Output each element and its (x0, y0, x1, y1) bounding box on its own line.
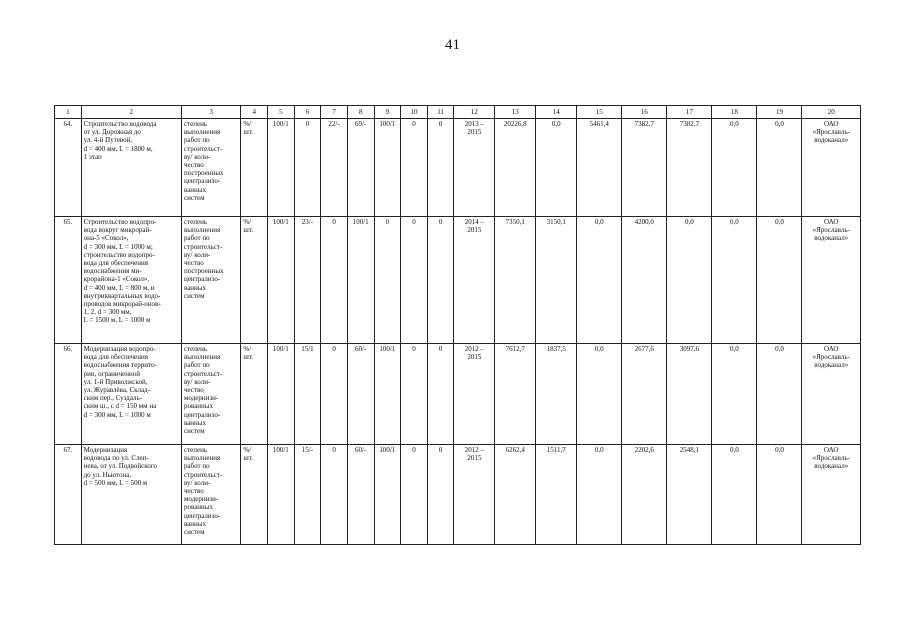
column-header: 4 (241, 106, 268, 119)
indicator-name: степень выполнения работ по строительст- ву/ коли- чество модернизи- рованных централизо- ванных систем (181, 445, 240, 545)
unit: %/ шт. (241, 445, 268, 545)
table-cell: 0 (374, 217, 401, 344)
table-cell: 100/1 (268, 217, 295, 344)
period: 2014 – 2015 (454, 217, 495, 344)
column-header: 11 (427, 106, 454, 119)
project-name: Модернизация водопро- вода для обеспечения водоснабжения террито- рии, ограниченной ул. 1-й Приволжской, ул. Журавлёва, Склад- ским пер., Суздаль- ским ш., с d = 150 мм на d = 300 мм, L = 1000 м (81, 344, 181, 445)
table-cell: 69/- (347, 119, 374, 217)
executor: ОАО «Ярославль- водоканал» (802, 445, 861, 545)
page-number: 41 (445, 37, 460, 53)
table-cell: 100/1 (374, 119, 401, 217)
column-header: 14 (536, 106, 577, 119)
table-cell: 100/1 (268, 344, 295, 445)
table-cell: 0 (401, 119, 428, 217)
column-header: 20 (802, 106, 861, 119)
amount-cell: 0,0 (577, 344, 622, 445)
unit: %/ шт. (241, 344, 268, 445)
unit: %/ шт. (241, 217, 268, 344)
column-header: 3 (181, 106, 240, 119)
amount-cell: 20226,8 (495, 119, 536, 217)
amount-cell: 6262,4 (495, 445, 536, 545)
amount-cell: 2677,6 (622, 344, 667, 445)
table-cell: 15/- (294, 445, 321, 545)
amount-cell: 7382,7 (667, 119, 712, 217)
row-number: 65. (55, 217, 82, 344)
period: 2013 – 2015 (454, 119, 495, 217)
amount-cell: 0,0 (757, 344, 802, 445)
amount-cell: 0,0 (757, 119, 802, 217)
executor: ОАО «Ярославль- водоканал» (802, 119, 861, 217)
column-header: 10 (401, 106, 428, 119)
column-header: 16 (622, 106, 667, 119)
column-header: 7 (321, 106, 348, 119)
executor: ОАО «Ярославль- водоканал» (802, 344, 861, 445)
period: 2012 – 2015 (454, 344, 495, 445)
table-cell: 0 (427, 344, 454, 445)
amount-cell: 7350,1 (495, 217, 536, 344)
table-cell: 23/- (294, 217, 321, 344)
table-cell: 0 (427, 217, 454, 344)
amount-cell: 0,0 (712, 445, 757, 545)
executor: ОАО «Ярославль- водоканал» (802, 217, 861, 344)
amount-cell: 7382,7 (622, 119, 667, 217)
row-number: 66. (55, 344, 82, 445)
amount-cell: 0,0 (757, 445, 802, 545)
table-cell: 15/1 (294, 344, 321, 445)
amount-cell: 7612,7 (495, 344, 536, 445)
column-header: 13 (495, 106, 536, 119)
amount-cell: 2202,6 (622, 445, 667, 545)
amount-cell: 0,0 (712, 217, 757, 344)
indicator-name: степень выполнения работ по строительст- ву/ коли- чество построенных централизо- ванных систем (181, 217, 240, 344)
amount-cell: 3150,1 (536, 217, 577, 344)
indicator-name: степень выполнения работ по строительст- ву/ коли- чество модернизи- рованных централизо- ванных систем (181, 344, 240, 445)
table-cell: 0 (321, 445, 348, 545)
amount-cell: 0,0 (577, 445, 622, 545)
table-cell: 60/- (347, 344, 374, 445)
table-cell: 0 (427, 445, 454, 545)
table-row (55, 119, 861, 217)
table-cell: 0 (427, 119, 454, 217)
table-cell: 60/- (347, 445, 374, 545)
table-cell: 0 (294, 119, 321, 217)
table-cell: 100/1 (268, 445, 295, 545)
table-cell: 100/1 (374, 445, 401, 545)
column-header: 17 (667, 106, 712, 119)
table-row (55, 217, 861, 344)
amount-cell: 4200,0 (622, 217, 667, 344)
project-name: Строительство водовода от ул. Дорожная до ул. 4-й Путевой, d = 400 мм, L = 1800 м, 1 этап (81, 119, 181, 217)
amount-cell: 5461,4 (577, 119, 622, 217)
amount-cell: 0,0 (667, 217, 712, 344)
table-cell: 100/1 (268, 119, 295, 217)
amount-cell: 0,0 (712, 119, 757, 217)
column-header: 6 (294, 106, 321, 119)
column-header: 9 (374, 106, 401, 119)
table-row (55, 445, 861, 545)
column-header: 18 (712, 106, 757, 119)
table-cell: 100/1 (374, 344, 401, 445)
column-header: 5 (268, 106, 295, 119)
table-cell: 0 (321, 344, 348, 445)
table-cell: 100/1 (347, 217, 374, 344)
unit: %/ шт. (241, 119, 268, 217)
amount-cell: 3097,6 (667, 344, 712, 445)
amount-cell: 0,0 (577, 217, 622, 344)
column-header: 15 (577, 106, 622, 119)
row-number: 64. (55, 119, 82, 217)
project-name: Модернизация водовода по ул. Слеп- нева, от ул. Подвойского до ул. Ньютона, d = 500 мм, L = 500 м (81, 445, 181, 545)
table-row (55, 344, 861, 445)
table-cell: 22/- (321, 119, 348, 217)
column-header: 2 (81, 106, 181, 119)
header-row (55, 106, 861, 119)
row-number: 67. (55, 445, 82, 545)
table-cell: 0 (401, 217, 428, 344)
table-cell: 0 (401, 445, 428, 545)
column-header: 1 (55, 106, 82, 119)
table-cell: 0 (321, 217, 348, 344)
amount-cell: 0,0 (712, 344, 757, 445)
amount-cell: 1511,7 (536, 445, 577, 545)
table-cell: 0 (401, 344, 428, 445)
column-header: 12 (454, 106, 495, 119)
amount-cell: 2548,1 (667, 445, 712, 545)
column-header: 8 (347, 106, 374, 119)
period: 2012 – 2015 (454, 445, 495, 545)
column-header: 19 (757, 106, 802, 119)
indicator-name: степень выполнения работ по строительст- ву/ коли- чество построенных централизо- ванных систем (181, 119, 240, 217)
project-name: Строительство водопро- вода вокруг микрорай- она-5 «Сокол», d = 300 мм, L = 1000 м; строительство водопро- вода для обеспечения водоснабжения ми- крорайона-1 «Сокол», d = 400 мм, L = 800 м, и внутриквартальных водо- проводов микрорай-онов- 1, 2, d = 300 мм, L = 1500 м, L = 1000 м (81, 217, 181, 344)
amount-cell: 1837,5 (536, 344, 577, 445)
amount-cell: 0,0 (757, 217, 802, 344)
program-table (54, 105, 861, 545)
amount-cell: 0,0 (536, 119, 577, 217)
